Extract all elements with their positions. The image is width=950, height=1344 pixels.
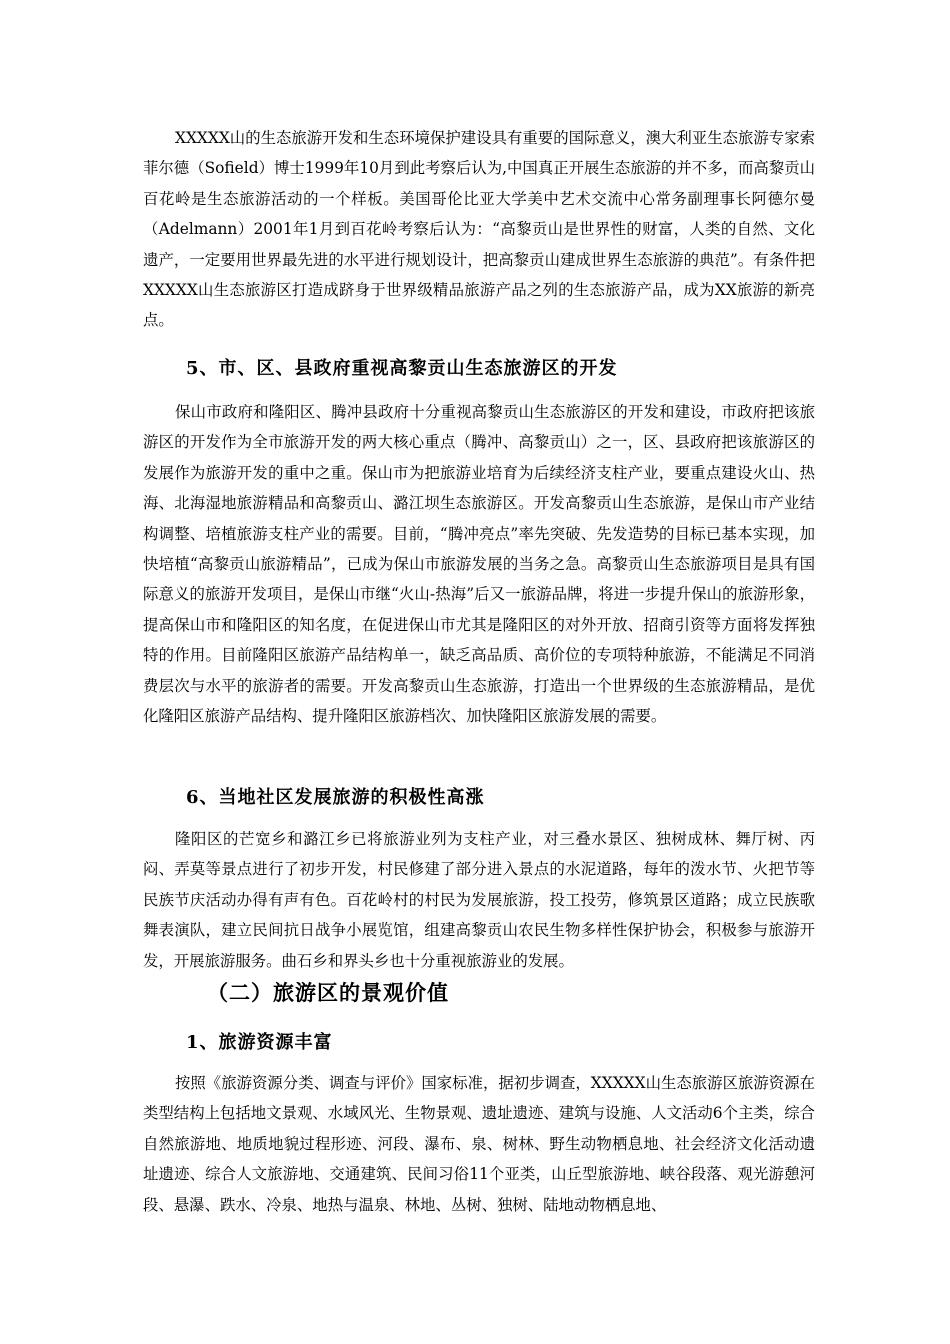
section-heading-landscape-value: （二）旅游区的景观价值 [207, 980, 449, 1005]
paragraph-resource-classification: 按照《旅游资源分类、调查与评价》国家标准，据初步调查，XXXXX山生态旅游区旅游资源在类型结构上包括地文景观、水域风光、生物景观、遗址遗迹、建筑与设施、人文活动6个主类，综合自然旅游地、地质地貌过程形迹、河段、瀑布、泉、树林、野生动物栖息地、社会经济文化活动遗址遗迹、综合人文旅游地、交通建筑、民间习俗11个亚类，山丘型旅游地、峡谷段落、观光游憩河段、悬瀑、跌水、冷泉、地热与温泉、林地、丛树、独树、陆地动物栖息地、 [143, 1074, 815, 1214]
heading-government-emphasis: 5、市、区、县政府重视高黎贡山生态旅游区的开发 [186, 358, 618, 379]
heading-rich-resources: 1、旅游资源丰富 [186, 1032, 333, 1053]
heading-community-enthusiasm: 6、当地社区发展旅游的积极性高涨 [186, 787, 485, 808]
paragraph-government-development: 保山市政府和隆阳区、腾冲县政府十分重视高黎贡山生态旅游区的开发和建设，市政府把该旅游区的开发作为全市旅游开发的两大核心重点（腾冲、高黎贡山）之一，区、县政府把该旅游区的发展作为旅游开发的重中之重。保山市为把旅游业培育为后续经济支柱产业，要重点建设火山、热海、北海湿地旅游精品和高黎贡山、潞江坝生态旅游区。开发高黎贡山生态旅游，是保山市产业结构调整、培植旅游支柱产业的需要。目前，“腾冲亮点”率先突破、先发造势的目标已基本实现，加快培植“高黎贡山旅游精品”，已成为保山市旅游发展的当务之急。高黎贡山生态旅游项目是具有国际意义的旅游开发项目，是保山市继“火山-热海”后又一旅游品牌，将进一步提升保山的旅游形象，提高保山市和隆阳区的知名度，在促进保山市尤其是隆阳区的对外开放、招商引资等方面将发挥独特的作用。目前隆阳区旅游产品结构单一，缺乏高品质、高价位的专项特种旅游，不能满足不同消费层次与水平的旅游者的需要。开发高黎贡山生态旅游，打造出一个世界级的生态旅游精品，是优化隆阳区旅游产品结构、提升隆阳区旅游档次、加快隆阳区旅游发展的需要。 [143, 403, 815, 726]
paragraph-international-significance: XXXXX山的生态旅游开发和生态环境保护建设具有重要的国际意义，澳大利亚生态旅游专家索菲尔德（Sofield）博士1999年10月到此考察后认为,中国真正开展生态旅游的并不多，而高黎贡山百花岭是生态旅游活动的一个样板。美国哥伦比亚大学美中艺术交流中心常务副理事长阿德尔曼（Adelmann）2001年1月到百花岭考察后认为：“高黎贡山是世界性的财富，人类的自然、文化遗产，一定要用世界最先进的水平进行规划设计，把高黎贡山建成世界生态旅游的典范”。有条件把XXXXX山生态旅游区打造成跻身于世界级精品旅游产品之列的生态旅游产品，成为XX旅游的新亮点。 [143, 129, 815, 330]
paragraph-community-tourism: 隆阳区的芒宽乡和潞江乡已将旅游业列为支柱产业，对三叠水景区、独树成林、舞厅树、丙闷、弄莫等景点进行了初步开发，村民修建了部分进入景点的水泥道路，每年的泼水节、火把节等民族节庆活动办得有声有色。百花岭村的村民为发展旅游，投工投劳，修筑景区道路；成立民族歌舞表演队，建立民间抗日战争小展览馆，组建高黎贡山农民生物多样性保护协会，积极参与旅游开发，开展旅游服务。曲石乡和界头乡也十分重视旅游业的发展。 [143, 830, 815, 970]
